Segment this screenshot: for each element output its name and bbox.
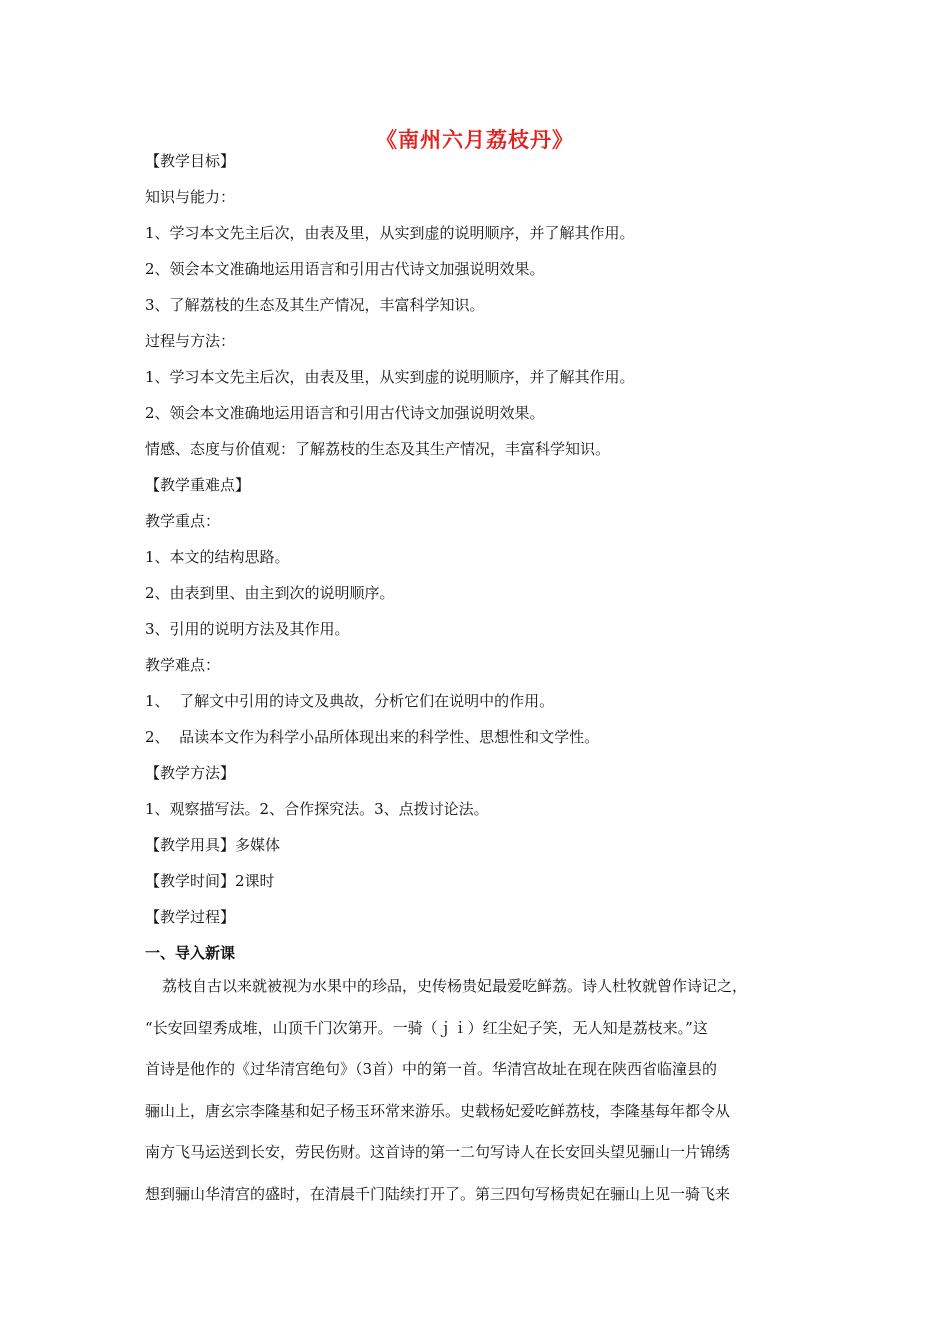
list-item: 2、领会本文准确地运用语言和引用古代诗文加强说明效果。	[145, 260, 545, 278]
subheading-knowledge-ability: 知识与能力：	[145, 188, 236, 206]
teaching-time-line: 【教学时间】2课时	[145, 872, 275, 890]
list-item: 2、由表到里、由主到次的说明顺序。	[145, 584, 395, 602]
emotion-attitude-line: 情感、态度与价值观：了解荔枝的生态及其生产情况，丰富科学知识。	[145, 440, 611, 458]
paragraph-line: “长安回望秀成堆，山顶千门次第开。一骑（ｊｉ）红尘妃子笑，无人知是荔枝来。”这	[145, 1018, 708, 1037]
intro-paragraph	[145, 966, 815, 1215]
list-item: 1、学习本文先主后次，由表及里，从实到虚的说明顺序，并了解其作用。	[145, 224, 635, 242]
list-item: 2、 品读本文作为科学小品所体现出来的科学性、思想性和文学性。	[145, 728, 600, 746]
heading-teaching-process: 【教学过程】	[145, 908, 236, 926]
heading-teaching-methods: 【教学方法】	[145, 764, 236, 782]
teaching-tools-line: 【教学用具】多媒体	[145, 836, 281, 854]
paragraph-line: 南方飞马运送到长安，劳民伤财。这首诗的第一二句写诗人在长安回头望见骊山一片锦绣	[145, 1143, 731, 1161]
list-item: 3、引用的说明方法及其作用。	[145, 620, 350, 638]
heading-teaching-goals: 【教学目标】	[145, 152, 236, 170]
paragraph-line: 首诗是他作的《过华清宫绝句》（3首）中的第一首。华清宫故址在现在陕西省临潼县的	[145, 1060, 718, 1078]
paragraph-line: 想到骊山华清宫的盛时，在清晨千门陆续打开了。第三四句写杨贵妃在骊山上见一骑飞来	[145, 1184, 731, 1203]
paragraph-line: 荔枝自古以来就被视为水果中的珍品，史传杨贵妃最爱吃鲜荔。诗人杜牧就曾作诗记之，	[162, 977, 748, 995]
subheading-process-method: 过程与方法：	[145, 332, 236, 350]
heading-key-difficult-points: 【教学重难点】	[145, 476, 251, 494]
list-item: 1、学习本文先主后次，由表及里，从实到虚的说明顺序，并了解其作用。	[145, 368, 635, 386]
section-heading-intro: 一、导入新课	[145, 944, 236, 962]
subheading-difficult-points: 教学难点：	[145, 656, 221, 674]
methods-line: 1、观察描写法。2、合作探究法。3、点拨讨论法。	[145, 800, 489, 818]
document-title: 《南州六月荔枝丹》	[376, 127, 574, 152]
list-item: 2、领会本文准确地运用语言和引用古代诗文加强说明效果。	[145, 404, 545, 422]
list-item: 3、了解荔枝的生态及其生产情况，丰富科学知识。	[145, 296, 485, 314]
subheading-key-points: 教学重点：	[145, 512, 221, 530]
list-item: 1、本文的结构思路。	[145, 548, 290, 566]
list-item: 1、 了解文中引用的诗文及典故，分析它们在说明中的作用。	[145, 692, 555, 710]
paragraph-line: 骊山上，唐玄宗李隆基和妃子杨玉环常来游乐。史载杨妃爱吃鲜荔枝，李隆基每年都令从	[145, 1101, 731, 1120]
